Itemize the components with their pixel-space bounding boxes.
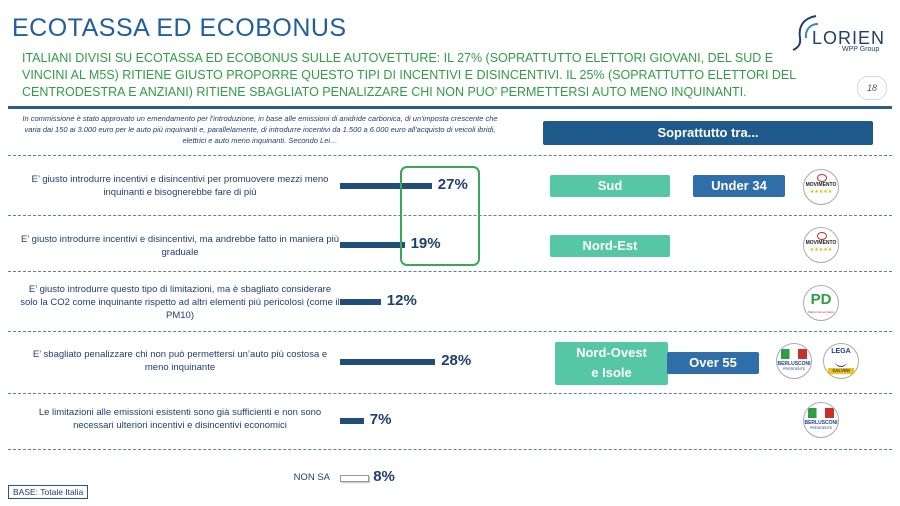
row-separator: [8, 271, 892, 272]
segment-age-1: Under 34: [693, 175, 785, 197]
m5s-logo-text: MOVIMENTO: [805, 182, 837, 188]
lega-logo-icon: [823, 343, 859, 379]
row-label-4: E’ sbagliato penalizzare chi non può permettersi un’auto più costosa e meno inquinante: [32, 349, 328, 373]
row-separator: [8, 155, 892, 156]
page-number: 18: [857, 76, 887, 100]
value-label-5: 7%: [369, 411, 392, 428]
m5s-logo-text: MOVIMENTO: [805, 240, 837, 246]
fi-logo-sub: PRESIDENTE: [809, 426, 833, 430]
bar-row-2: [340, 242, 405, 248]
page-subtitle: ITALIANI DIVISI SU ECOTASSA ED ECOBONUS SULLE AUTOVETTURE: IL 27% (SOPRATTUTTO ELETTORI GIOVANI, DEL SUD E VINCINI AL M5S) RITIENE GIUSTO PROPORRE QUESTO TIPI DI INCENTIVI E DISINCENTIVI. IL 25% (SOPRATTUTTO ELETTORI DEL CENTRODESTRA E ANZIANI) RITIENE SBAGLIATO PENALIZZARE CHI NON PUO’ PERMETTERSI AUTO MENO INQUINANTI.: [22, 51, 796, 99]
m5s-logo-icon: [803, 169, 839, 205]
segments-header: Soprattutto tra...: [543, 121, 873, 145]
m5s-stars-icon: ★★★★★: [809, 247, 833, 253]
lega-logo-sub: SALVINI: [828, 368, 854, 374]
header-divider: [8, 106, 892, 109]
lorien-logo: [790, 12, 890, 58]
forza-italia-logo-icon: [776, 343, 812, 379]
row-label-6: NON SA: [293, 472, 330, 483]
row-label-5: Le limitazioni alle emissioni esistenti sono già sufficienti e non sono necessari ulteriori incentivi e disincentivi economici: [38, 407, 322, 431]
bar-row-5: [340, 418, 364, 424]
pd-logo-sub: Partito Democratico: [807, 310, 835, 314]
pd-logo-icon: [803, 285, 839, 321]
highlight-box: [400, 166, 480, 266]
row-label-1: E’ giusto introdurre incentivi e disincentivi per promuovere mezzi meno inquinanti e bisognerebbe fare di più: [31, 174, 329, 198]
fi-flag-icon: [808, 408, 834, 418]
pd-logo-text: PD: [810, 291, 832, 308]
m5s-stars-icon: ★★★★★: [809, 189, 833, 195]
lega-logo-text: LEGA: [831, 348, 851, 355]
fi-logo-text: BERLUSCONI: [777, 361, 811, 367]
fi-logo-text: BERLUSCONI: [804, 420, 838, 426]
segment-age-4: Over 55: [667, 352, 759, 374]
question-intro: In commissione è stato approvato un emendamento per l'introduzione, in base alle emissioni di anidride carbonica, di un'imposta crescente che varia dai 150 ai 3.000 euro per le auto più inquinanti e, parallelamente, di introdurre incentivi da 1.500 a 6.000 euro all'acquisto di veicoli ibridi, elettrici e auto meno inquinanti. Secondo Lei…: [22, 114, 498, 145]
row-label-3: E’ giusto introdurre questo tipo di limitazioni, ma è sbagliato considerare solo la CO2 come inquinante rispetto ad altri elementi più pericolosi (come il PM10): [20, 284, 340, 321]
page-title: ECOTASSA ED ECOBONUS: [12, 14, 347, 42]
value-label-6: 8%: [373, 468, 395, 485]
bar-row-4: [340, 359, 435, 365]
value-label-4: 28%: [441, 352, 472, 369]
row-separator: [8, 449, 892, 450]
base-note: BASE: Totale Italia: [8, 485, 88, 499]
lega-warrior-icon: [835, 356, 847, 367]
m5s-m-icon: [817, 232, 827, 240]
m5s-m-icon: [817, 174, 827, 182]
bar-row-6: [340, 475, 369, 482]
segment-area-2: Nord-Est: [550, 235, 670, 257]
value-label-1: 27%: [437, 176, 468, 193]
fi-flag-icon: [781, 349, 807, 359]
row-separator: [8, 331, 892, 332]
logo-name: LORIEN: [812, 28, 886, 48]
value-label-2: 19%: [410, 235, 441, 252]
forza-italia-logo-icon: [803, 402, 839, 438]
segment-area-4-line2: e Isole: [591, 365, 632, 380]
row-separator: [8, 393, 892, 394]
logo-subtitle: WPP Group: [842, 46, 880, 53]
bar-row-3: [340, 299, 381, 305]
fi-logo-sub: PRESIDENTE: [782, 367, 806, 371]
value-label-3: 12%: [386, 292, 417, 309]
segment-area-4-line1: Nord-Ovest: [576, 345, 647, 360]
segment-area-4: [555, 342, 668, 385]
m5s-logo-icon: [803, 227, 839, 263]
row-label-2: E’ giusto introdurre incentivi e disincentivi, ma andrebbe fatto in maniera più graduale: [20, 234, 340, 258]
segment-area-1: Sud: [550, 175, 670, 197]
